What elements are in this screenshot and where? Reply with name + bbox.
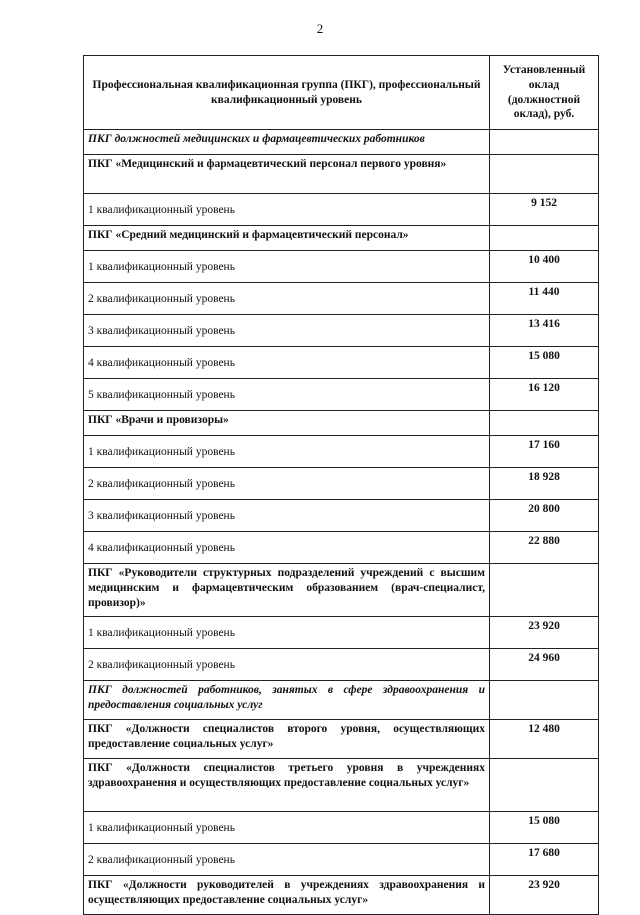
salary-cell: [490, 759, 599, 812]
table-row: [84, 155, 599, 194]
salary-cell: 20 800: [490, 500, 599, 532]
salary-cell: [490, 564, 599, 617]
qualification-level-cell: 1 квалификационный уровень: [84, 812, 490, 844]
table-row: [84, 251, 599, 283]
table-row: [84, 617, 599, 649]
salary-cell: 15 080: [490, 812, 599, 844]
group-name-cell: ПКГ должностей работников, занятых в сфере здравоохранения и предоставления социальных услуг: [84, 681, 490, 720]
salary-cell: 17 160: [490, 436, 599, 468]
salary-cell: 11 440: [490, 283, 599, 315]
table-row: [84, 759, 599, 812]
table-body: [84, 130, 599, 915]
qualification-level-cell: 1 квалификационный уровень: [84, 436, 490, 468]
table-row: [84, 130, 599, 155]
qualification-level-cell: 3 квалификационный уровень: [84, 500, 490, 532]
salary-cell: 16 120: [490, 379, 599, 411]
salary-cell: 22 880: [490, 532, 599, 564]
salary-cell: 18 928: [490, 468, 599, 500]
table-row: [84, 194, 599, 226]
salary-table: [83, 55, 599, 915]
table-row: [84, 876, 599, 915]
salary-cell: [490, 130, 599, 155]
group-name-cell: ПКГ «Медицинский и фармацевтический персонал первого уровня»: [84, 155, 490, 194]
qualification-level-cell: 4 квалификационный уровень: [84, 347, 490, 379]
table-row: [84, 532, 599, 564]
qualification-level-cell: 2 квалификационный уровень: [84, 468, 490, 500]
group-name-cell: ПКГ «Должности специалистов третьего уровня в учреждениях здравоохранения и осуществляющих предоставление социальных услуг»: [84, 759, 490, 812]
qualification-level-cell: 2 квалификационный уровень: [84, 649, 490, 681]
group-name-cell: ПКГ «Должности руководителей в учреждениях здравоохранения и осуществляющих предоставление социальных услуг»: [84, 876, 490, 915]
group-name-cell: ПКГ «Средний медицинский и фармацевтический персонал»: [84, 226, 490, 251]
group-name-cell: ПКГ «Должности специалистов второго уровня, осуществляющих предоставление социальных услуг»: [84, 720, 490, 759]
qualification-level-cell: 4 квалификационный уровень: [84, 532, 490, 564]
table-row: [84, 347, 599, 379]
table-row: [84, 844, 599, 876]
salary-cell: 17 680: [490, 844, 599, 876]
salary-cell: 10 400: [490, 251, 599, 283]
table-row: [84, 283, 599, 315]
table-row: [84, 649, 599, 681]
salary-cell: [490, 681, 599, 720]
table-row: [84, 411, 599, 436]
qualification-level-cell: 2 квалификационный уровень: [84, 283, 490, 315]
group-name-cell: ПКГ «Руководители структурных подразделений учреждений с высшим медицинским и фармацевтическим образованием (врач-специалист, провизор)»: [84, 564, 490, 617]
salary-cell: 23 920: [490, 617, 599, 649]
salary-cell: 23 920: [490, 876, 599, 915]
qualification-level-cell: 2 квалификационный уровень: [84, 844, 490, 876]
salary-column-header: Установленный оклад (должностной оклад), руб.: [490, 56, 599, 130]
table-row: [84, 681, 599, 720]
salary-cell: 9 152: [490, 194, 599, 226]
salary-cell: [490, 226, 599, 251]
table-header-row: [84, 56, 599, 130]
group-name-cell: ПКГ должностей медицинских и фармацевтических работников: [84, 130, 490, 155]
table-row: [84, 812, 599, 844]
salary-cell: 13 416: [490, 315, 599, 347]
page-number: 2: [316, 21, 324, 36]
salary-cell: [490, 411, 599, 436]
table-row: [84, 500, 599, 532]
qualification-level-cell: 1 квалификационный уровень: [84, 194, 490, 226]
group-column-header: Профессиональная квалификационная группа (ПКГ), профессиональный квалификационный уровень: [84, 56, 490, 130]
table-row: [84, 226, 599, 251]
table-row: [84, 436, 599, 468]
qualification-level-cell: 5 квалификационный уровень: [84, 379, 490, 411]
group-name-cell: ПКГ «Врачи и провизоры»: [84, 411, 490, 436]
salary-cell: [490, 155, 599, 194]
salary-cell: 24 960: [490, 649, 599, 681]
salary-cell: 15 080: [490, 347, 599, 379]
qualification-level-cell: 1 квалификационный уровень: [84, 251, 490, 283]
qualification-level-cell: 3 квалификационный уровень: [84, 315, 490, 347]
table-row: [84, 315, 599, 347]
table-row: [84, 468, 599, 500]
qualification-level-cell: 1 квалификационный уровень: [84, 617, 490, 649]
table-row: [84, 720, 599, 759]
table-row: [84, 379, 599, 411]
salary-cell: 12 480: [490, 720, 599, 759]
table-row: [84, 564, 599, 617]
